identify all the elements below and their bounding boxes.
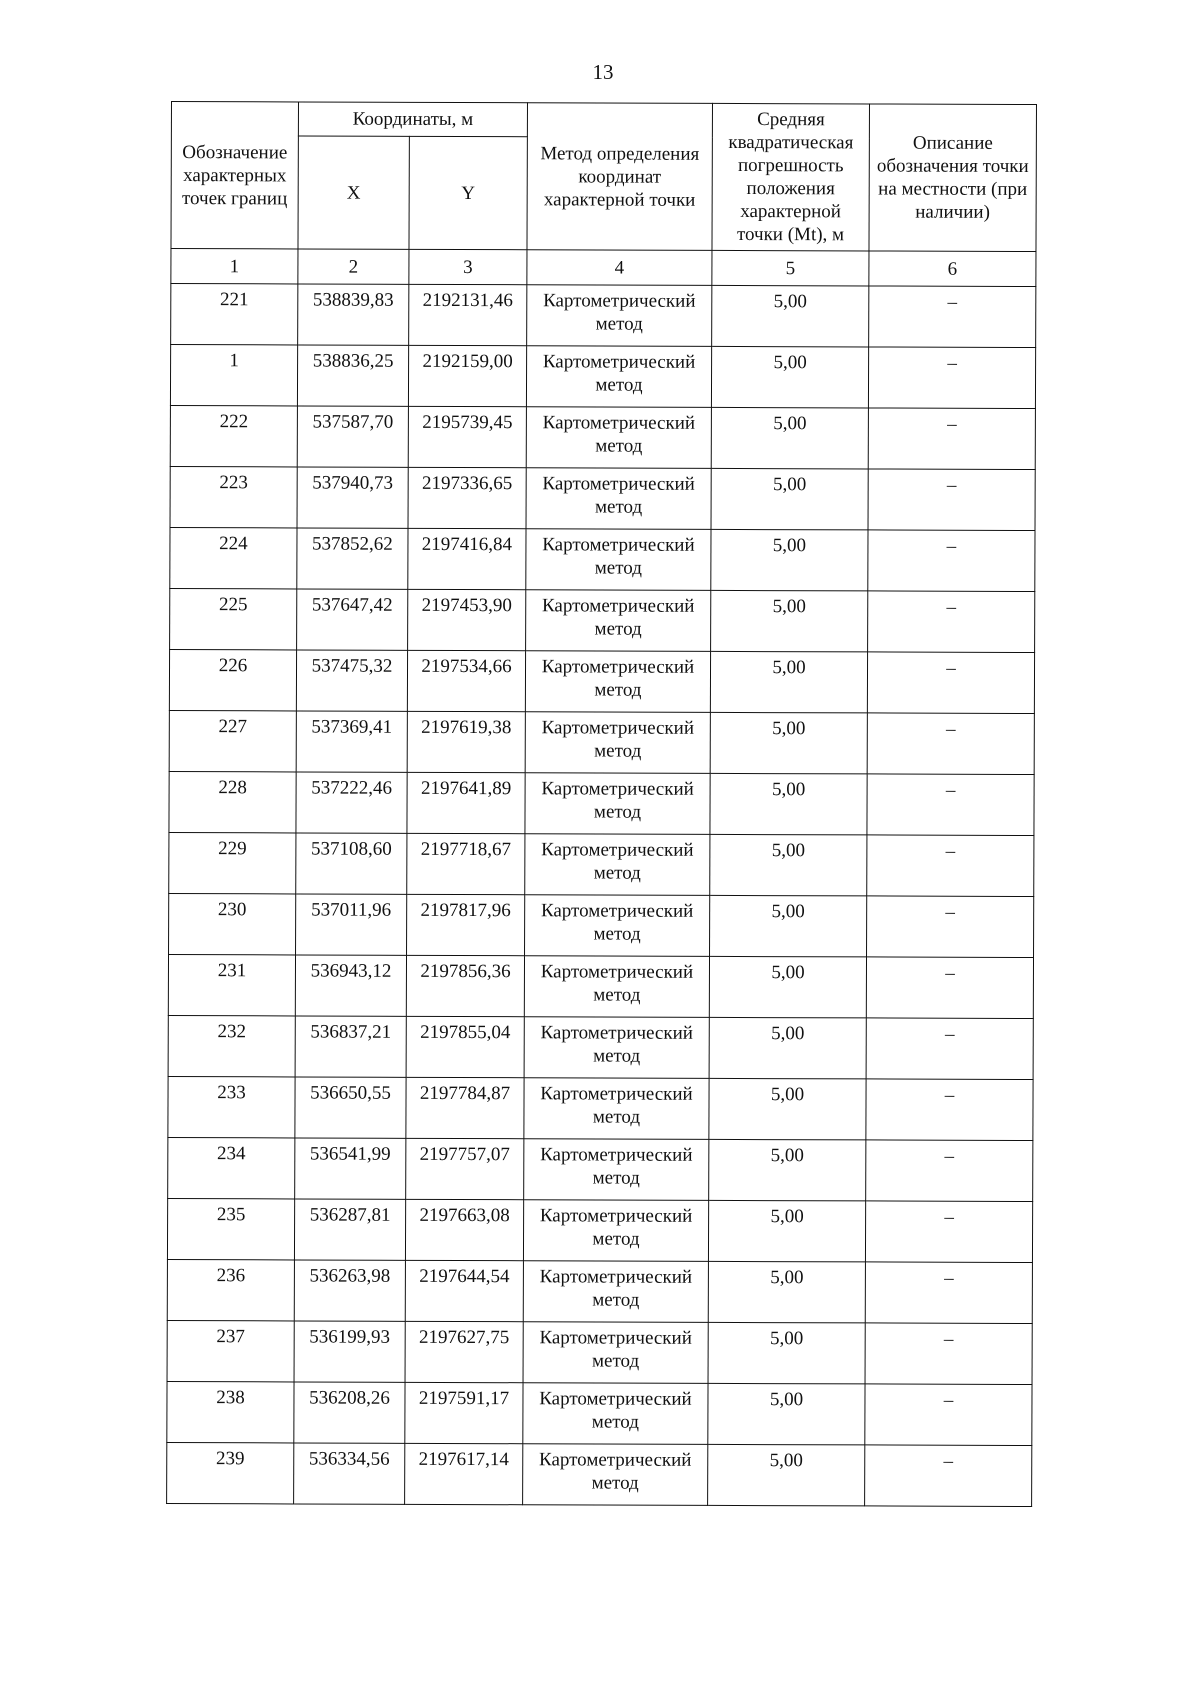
cell-x: 538839,83 — [298, 284, 409, 345]
cell-description: – — [867, 713, 1034, 775]
cell-point: 231 — [168, 954, 295, 1015]
cell-method: Картометрический метод — [526, 529, 711, 591]
cell-y: 2192159,00 — [408, 345, 526, 406]
header-error: Средняя квадратическая погрешность положения характерной точки (Mt), м — [712, 103, 870, 251]
header-description: Описание обозначения точки на местности (при наличии) — [869, 104, 1037, 252]
cell-x: 538836,25 — [297, 345, 408, 406]
cell-y: 2197416,84 — [408, 528, 526, 589]
cell-y: 2197627,75 — [405, 1321, 523, 1382]
header-y: Y — [409, 136, 527, 249]
cell-description: – — [868, 408, 1035, 470]
cell-x: 536650,55 — [295, 1077, 406, 1138]
cell-error: 5,00 — [709, 1017, 866, 1079]
column-number: 5 — [712, 250, 869, 286]
cell-error: 5,00 — [711, 590, 868, 652]
cell-point: 232 — [168, 1015, 295, 1076]
cell-point: 227 — [169, 710, 296, 771]
cell-error: 5,00 — [711, 468, 868, 530]
cell-description: – — [868, 530, 1035, 592]
table-row — [169, 649, 1034, 713]
table-row — [168, 1137, 1033, 1201]
header-point: Обозначение характерных точек границ — [171, 102, 299, 249]
boundary-points-table — [166, 101, 1037, 1507]
cell-y: 2197817,96 — [407, 894, 525, 955]
cell-x: 537222,46 — [296, 772, 407, 833]
cell-x: 536287,81 — [294, 1199, 405, 1260]
cell-method: Картометрический метод — [526, 468, 711, 530]
cell-method: Картометрический метод — [523, 1322, 708, 1384]
table-row — [170, 527, 1035, 591]
cell-description: – — [865, 1323, 1032, 1385]
cell-point: 221 — [171, 284, 298, 345]
cell-method: Картометрический метод — [523, 1200, 708, 1262]
cell-x: 537011,96 — [296, 894, 407, 955]
cell-point: 1 — [170, 345, 297, 406]
cell-error: 5,00 — [710, 834, 867, 896]
cell-error: 5,00 — [709, 1078, 866, 1140]
cell-method: Картометрический метод — [524, 1139, 709, 1201]
cell-description: – — [868, 591, 1035, 653]
cell-x: 536208,26 — [294, 1382, 405, 1443]
cell-description: – — [865, 1384, 1032, 1446]
cell-x: 537852,62 — [297, 528, 408, 589]
cell-method: Картометрический метод — [526, 407, 711, 469]
cell-description: – — [867, 774, 1034, 836]
cell-y: 2197617,14 — [405, 1443, 523, 1504]
table-row — [167, 1381, 1032, 1445]
cell-x: 536943,12 — [295, 955, 406, 1016]
cell-point: 229 — [169, 832, 296, 893]
header-coords: Координаты, м — [298, 102, 527, 137]
table-row — [167, 1442, 1032, 1506]
table-row — [169, 771, 1034, 835]
cell-y: 2197619,38 — [407, 711, 525, 772]
cell-point: 236 — [167, 1259, 294, 1320]
column-numbers-row — [171, 249, 1036, 287]
cell-method: Картометрический метод — [526, 346, 711, 408]
cell-method: Картометрический метод — [525, 773, 710, 835]
cell-point: 235 — [167, 1198, 294, 1259]
cell-error: 5,00 — [711, 407, 868, 469]
table-row — [170, 588, 1035, 652]
cell-method: Картометрический метод — [524, 956, 709, 1018]
cell-error: 5,00 — [711, 346, 868, 408]
cell-description: – — [865, 1262, 1032, 1324]
cell-y: 2197856,36 — [406, 955, 524, 1016]
cell-description: – — [867, 835, 1034, 897]
cell-x: 536837,21 — [295, 1016, 406, 1077]
cell-method: Картометрический метод — [525, 895, 710, 957]
table-row — [168, 1015, 1033, 1079]
table-row — [170, 345, 1035, 409]
cell-error: 5,00 — [710, 895, 867, 957]
cell-point: 228 — [169, 771, 296, 832]
cell-point: 237 — [167, 1320, 294, 1381]
table-row — [168, 1076, 1033, 1140]
column-number: 2 — [298, 249, 409, 284]
cell-x: 537475,32 — [296, 650, 407, 711]
cell-error: 5,00 — [709, 1139, 866, 1201]
table-row — [169, 832, 1034, 896]
cell-point: 238 — [167, 1381, 294, 1442]
cell-method: Картометрический метод — [525, 651, 710, 713]
cell-x: 536263,98 — [294, 1260, 405, 1321]
table-row — [169, 710, 1034, 774]
cell-point: 222 — [170, 405, 297, 466]
column-number: 3 — [409, 249, 527, 284]
cell-error: 5,00 — [710, 651, 867, 713]
cell-y: 2197453,90 — [408, 589, 526, 650]
cell-y: 2195739,45 — [408, 406, 526, 467]
cell-error: 5,00 — [708, 1383, 865, 1445]
table-row — [169, 893, 1034, 957]
cell-method: Картометрический метод — [524, 1078, 709, 1140]
cell-y: 2197534,66 — [407, 650, 525, 711]
header-method: Метод определения координат характерной точки — [527, 103, 713, 251]
cell-method: Картометрический метод — [526, 590, 711, 652]
cell-description: – — [866, 1140, 1033, 1202]
cell-point: 233 — [168, 1076, 295, 1137]
cell-point: 239 — [167, 1442, 294, 1503]
cell-point: 230 — [169, 893, 296, 954]
cell-method: Картометрический метод — [525, 834, 710, 896]
cell-error: 5,00 — [708, 1322, 865, 1384]
cell-x: 537108,60 — [296, 833, 407, 894]
cell-y: 2197784,87 — [406, 1077, 524, 1138]
cell-y: 2197641,89 — [407, 772, 525, 833]
cell-method: Картометрический метод — [524, 1017, 709, 1079]
cell-description: – — [868, 347, 1035, 409]
cell-method: Картометрический метод — [525, 712, 710, 774]
cell-x: 536334,56 — [294, 1443, 405, 1504]
cell-x: 536199,93 — [294, 1321, 405, 1382]
table-row — [171, 284, 1036, 348]
cell-y: 2197718,67 — [407, 833, 525, 894]
cell-error: 5,00 — [709, 956, 866, 1018]
cell-point: 225 — [170, 588, 297, 649]
cell-method: Картометрический метод — [523, 1383, 708, 1445]
cell-y: 2192131,46 — [409, 284, 527, 345]
column-number: 4 — [527, 250, 712, 286]
cell-error: 5,00 — [712, 285, 869, 347]
cell-description: – — [869, 286, 1036, 348]
cell-description: – — [866, 1018, 1033, 1080]
cell-method: Картометрический метод — [527, 285, 712, 347]
cell-y: 2197663,08 — [405, 1199, 523, 1260]
table-row — [168, 954, 1033, 1018]
cell-method: Картометрический метод — [523, 1261, 708, 1323]
cell-point: 223 — [170, 466, 297, 527]
cell-point: 224 — [170, 527, 297, 588]
page-number: 13 — [592, 60, 614, 84]
cell-error: 5,00 — [710, 773, 867, 835]
cell-point: 226 — [169, 649, 296, 710]
cell-x: 537587,70 — [297, 406, 408, 467]
cell-y: 2197336,65 — [408, 467, 526, 528]
cell-description: – — [866, 1079, 1033, 1141]
cell-error: 5,00 — [708, 1261, 865, 1323]
cell-x: 537940,73 — [297, 467, 408, 528]
cell-y: 2197591,17 — [405, 1382, 523, 1443]
cell-y: 2197757,07 — [406, 1138, 524, 1199]
cell-error: 5,00 — [711, 529, 868, 591]
table-row — [170, 466, 1035, 530]
table-row — [167, 1259, 1032, 1323]
cell-error: 5,00 — [708, 1444, 865, 1506]
table-row — [170, 405, 1035, 469]
cell-x: 537647,42 — [297, 589, 408, 650]
cell-description: – — [866, 957, 1033, 1019]
table-row — [167, 1320, 1032, 1384]
cell-error: 5,00 — [710, 712, 867, 774]
table-row — [167, 1198, 1032, 1262]
cell-description: – — [868, 469, 1035, 531]
cell-x: 536541,99 — [295, 1138, 406, 1199]
cell-point: 234 — [168, 1137, 295, 1198]
column-number: 6 — [869, 251, 1036, 287]
column-number: 1 — [171, 249, 298, 284]
cell-description: – — [865, 1201, 1032, 1263]
cell-y: 2197855,04 — [406, 1016, 524, 1077]
cell-y: 2197644,54 — [405, 1260, 523, 1321]
cell-description: – — [867, 896, 1034, 958]
cell-description: – — [867, 652, 1034, 714]
cell-description: – — [865, 1445, 1032, 1507]
cell-method: Картометрический метод — [523, 1444, 708, 1506]
header-x: X — [298, 136, 409, 249]
cell-error: 5,00 — [708, 1200, 865, 1262]
cell-x: 537369,41 — [296, 711, 407, 772]
